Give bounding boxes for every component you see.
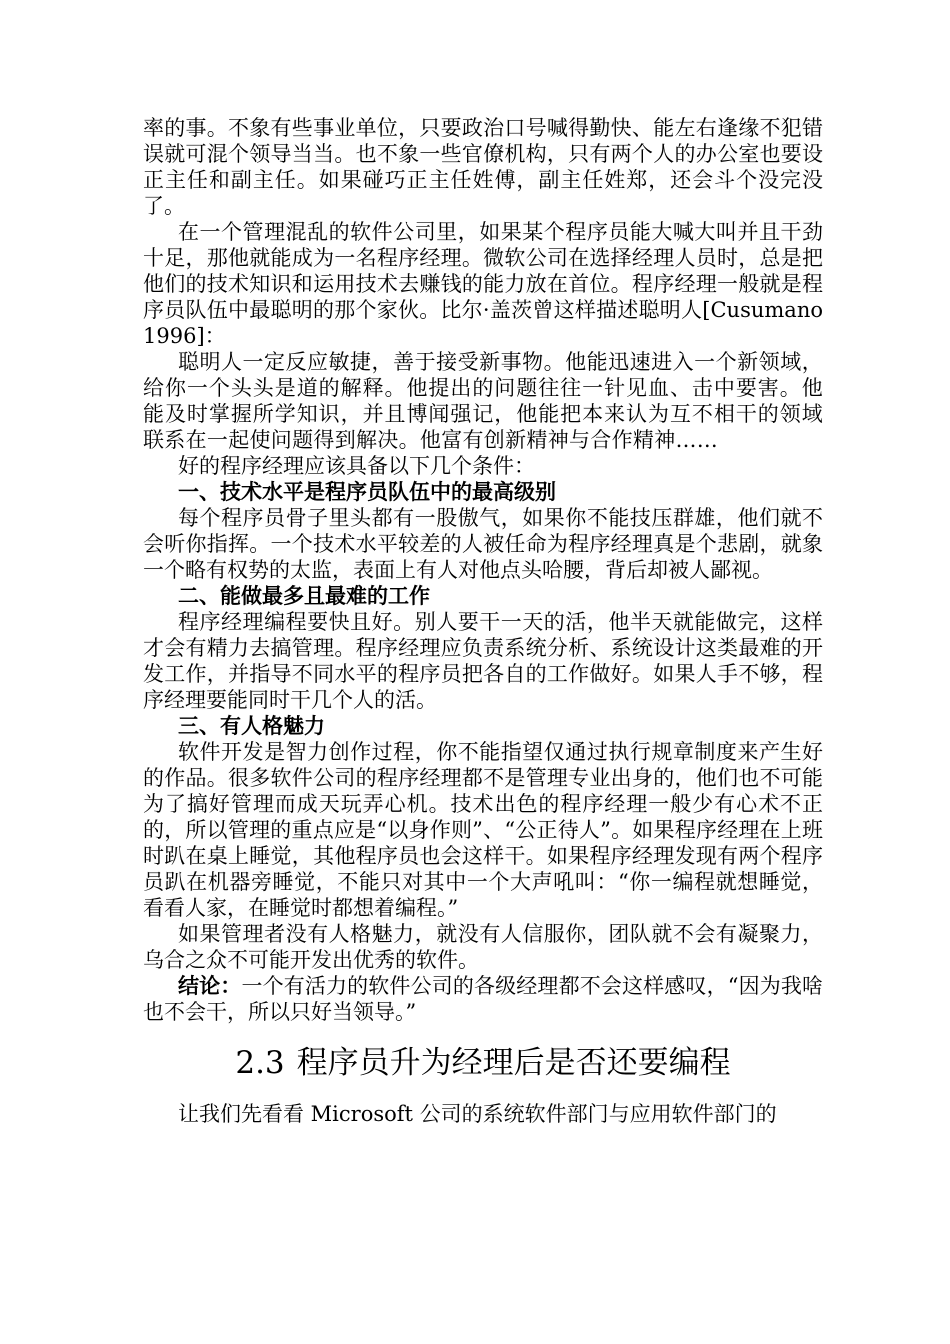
- conclusion-label: 结论：: [178, 973, 242, 998]
- document-page: [143, 115, 823, 1127]
- condition-heading-2: 二、能做最多且最难的工作: [178, 583, 430, 608]
- paragraph-conditions-intro: 好的程序经理应该具备以下几个条件：: [178, 454, 535, 478]
- section-number: 2.3: [235, 1045, 285, 1081]
- paragraph-conclusion: [143, 973, 823, 1025]
- condition-heading-1: 一、技术水平是程序员队伍中的最高级别: [178, 479, 556, 504]
- paragraph-manager-selection: 在一个管理混乱的软件公司里，如果某个程序员能大喊大叫并且干劲十足，那他就能成为一名程序经理。微软公司在选择经理人员时，总是把他们的技术知识和运用技术去赚钱的能力放在首位。程序经理一般就是程序员队伍中最聪明的那个家伙。比尔·盖茨曾这样描述聪明人[Cusumano1996]：: [143, 220, 823, 348]
- conclusion-text: 一个有活力的软件公司的各级经理都不会这样感叹，“因为我啥也不会干，所以只好当领导。”: [143, 974, 824, 1024]
- section-title-text: 程序员升为经理后是否还要编程: [296, 1045, 731, 1081]
- paragraph-continuation: 率的事。不象有些事业单位，只要政治口号喊得勤快、能左右逢缘不犯错误就可混个领导当当。也不象一些官僚机构，只有两个人的办公室也要设正主任和副主任。如果碰巧正主任姓傅，副主任姓郑，还会斗个没完没了。: [143, 116, 823, 218]
- quote-smart-people: 聪明人一定反应敏捷，善于接受新事物。他能迅速进入一个新领域，给你一个头头是道的解释。他提出的问题往往一针见血、击中要害。他能及时掌握所学知识，并且博闻强记，他能把本来认为互不相干的领域联系在一起使问题得到解决。他富有创新精神与合作精神……: [143, 350, 823, 452]
- section-heading: [143, 1043, 823, 1083]
- paragraph-technical-level: 每个程序员骨子里头都有一股傲气，如果你不能技压群雄，他们就不会听你指挥。一个技术水平较差的人被任命为程序经理真是个悲剧，就象一个略有权势的太监，表面上有人对他点头哈腰，背后却被人鄙视。: [143, 506, 823, 582]
- paragraph-section-intro: 让我们先看看 Microsoft 公司的系统软件部门与应用软件部门的: [178, 1102, 777, 1126]
- paragraph-hardest-work: 程序经理编程要快且好。别人要干一天的活，他半天就能做完，这样才会有精力去搞管理。程序经理应负责系统分析、系统设计这类最难的开发工作，并指导不同水平的程序员把各自的工作做好。如果人手不够，程序经理要能同时干几个人的活。: [143, 610, 823, 712]
- paragraph-charisma: 软件开发是智力创作过程，你不能指望仅通过执行规章制度来产生好的作品。很多软件公司的程序经理都不是管理专业出身的，他们也不可能为了搞好管理而成天玩弄心机。技术出色的程序经理一般少有心术不正的，所以管理的重点应是“以身作则”、“公正待人”。如果程序经理在上班时趴在桌上睡觉，其他程序员也会这样干。如果程序经理发现有两个程序员趴在机器旁睡觉，不能只对其中一个大声吼叫：“你一编程就想睡觉，看看人家，在睡觉时都想着编程。”: [143, 740, 823, 920]
- condition-heading-3: 三、有人格魅力: [178, 713, 325, 738]
- paragraph-cohesion: 如果管理者没有人格魅力，就没有人信服你，团队就不会有凝聚力，乌合之众不可能开发出优秀的软件。: [143, 922, 823, 972]
